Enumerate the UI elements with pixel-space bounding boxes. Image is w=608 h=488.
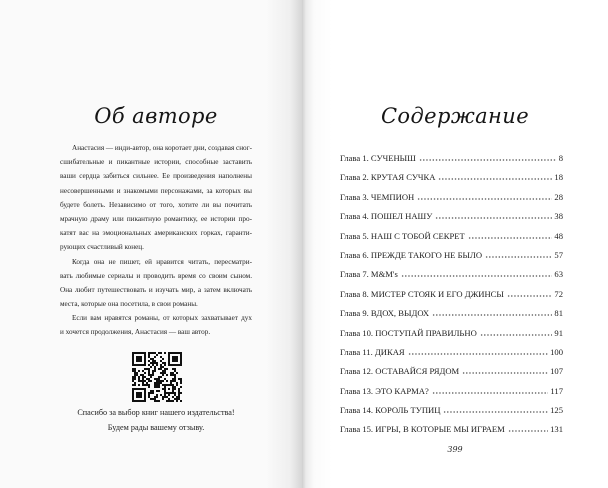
toc-page-number: 91 [554,327,563,338]
right-page [302,0,608,488]
toc-page-number: 18 [554,172,563,183]
toc-row [340,401,563,420]
left-page [0,0,302,488]
bio-line [60,184,252,198]
toc-dot-leader [408,353,548,355]
toc-dot-leader [417,198,552,200]
bio-line [60,269,252,283]
toc-chapter-title: Глава 7. M&M's [340,269,398,280]
toc-page-number: 8 [558,153,563,163]
bio-line [60,169,252,183]
toc-row [340,324,563,343]
thanks-line: Спасибо за выбор книг нашего издательства! [77,408,235,417]
bio-line [60,141,252,155]
bio-paragraph [60,255,252,312]
toc-page-number: 100 [550,346,563,357]
bio-line-text: вать любимые сериалы и проводить время со своим сыном. [60,271,252,280]
toc-chapter-title: Глава 9. ВДОХ, ВЫДОХ [340,308,430,319]
qr-code [132,352,182,402]
toc-row [340,265,563,284]
toc-row [340,420,563,439]
toc-page-number: 81 [554,308,563,319]
toc-page-number: 48 [554,230,563,241]
toc-dot-leader [432,392,549,394]
bio-line-text: ваши сердца забиться сильнее. Ее произведения наполнены [60,172,252,181]
toc-chapter-title: Глава 10. ПОСТУПАЙ ПРАВИЛЬНО [340,327,477,338]
page-number: 399 [447,445,463,454]
bio-line-text: и хочется продолжения, Анастасия — ваш автор. [60,328,211,337]
bio-line-text: Если вам нравятся романы, от которых захватывает дух [72,314,252,323]
bio-line [60,325,252,339]
toc-chapter-title: Глава 14. КОРОЛЬ ТУПИЦ [340,405,441,416]
author-bio-text [60,141,252,340]
toc-row [340,207,563,226]
toc-dot-leader [419,159,557,161]
toc-page-number: 107 [550,366,563,377]
thanks-text [56,405,256,435]
bio-line [60,283,252,297]
toc-page-number: 63 [554,269,563,280]
about-author-title: Об авторе [94,104,218,128]
bio-line [60,240,252,254]
bio-line [60,297,252,311]
contents-title: Содержание [380,104,530,128]
toc-row [340,227,563,246]
toc-chapter-title: Глава 13. ЭТО КАРМА? [340,385,429,396]
toc-chapter-title: Глава 11. ДИКАЯ [340,346,405,357]
toc-dot-leader [443,411,548,413]
qr-code-modules [132,352,182,402]
toc-page-number: 131 [550,424,563,435]
bio-line [60,226,252,240]
bio-line [60,311,252,325]
toc-dot-leader [480,334,553,336]
toc-dot-leader [438,178,552,180]
review-request-line: Будем рады вашему отзыву. [107,423,205,432]
toc-row [340,188,563,207]
bio-paragraph [60,311,252,339]
toc-row [340,149,563,168]
toc-dot-leader [507,295,552,297]
toc-chapter-title: Глава 6. ПРЕЖДЕ ТАКОГО НЕ БЫЛО [340,249,483,260]
bio-line [60,155,252,169]
toc-row [340,343,563,362]
toc-dot-leader [508,430,548,432]
bio-line-text: катят вас на эмоциональных американских горках, гаранти- [60,229,252,238]
toc-page-number: 117 [550,385,563,396]
toc-chapter-title: Глава 3. ЧЕМПИОН [340,191,415,202]
toc-chapter-title: Глава 4. ПОШЕЛ НАШУ [340,211,433,222]
bio-line-text: рующих счастливый конец. [60,243,144,252]
toc-dot-leader [432,314,552,316]
bio-line [60,198,252,212]
bio-paragraph [60,141,252,255]
toc-row [340,246,563,265]
toc-page-number: 28 [554,191,563,202]
toc-dot-leader [435,217,552,219]
bio-line-text: мрачную драму или пикантную романтику, ее истории про- [60,214,252,223]
table-of-contents [340,149,563,440]
bio-line [60,255,252,269]
toc-chapter-title: Глава 1. СУЧЕНЫШ [340,153,416,163]
toc-row [340,168,563,187]
toc-page-number: 72 [554,288,563,299]
toc-row [340,285,563,304]
toc-dot-leader [485,256,552,258]
toc-row [340,362,563,381]
toc-chapter-title: Глава 2. КРУТАЯ СУЧКА [340,172,436,183]
toc-page-number: 57 [554,249,563,260]
toc-page-number: 125 [550,405,563,416]
toc-dot-leader [462,372,548,374]
toc-row [340,304,563,323]
bio-line-text: будете болеть. Независимо от того, хотите ли вы почитать [60,200,252,209]
bio-line-text: Она любит путешествовать и изучать мир, а затем включать [60,285,252,294]
toc-chapter-title: Глава 15. ИГРЫ, В КОТОРЫЕ МЫ ИГРАЕМ [340,424,505,435]
bio-line [60,212,252,226]
toc-page-number: 38 [554,211,563,222]
toc-chapter-title: Глава 8. МИСТЕР СТОЯК И ЕГО ДЖИНСЫ [340,288,504,299]
bio-line-text: сшибательные и пикантные истории, способные заставить [60,158,252,167]
toc-dot-leader [401,275,553,277]
bio-line-text: Анастасия — инди-автор, она коротает дни, создавая сног- [72,144,252,152]
bio-line-text: места, которые она посетила, в свои романы. [60,300,198,309]
toc-row [340,382,563,401]
toc-chapter-title: Глава 5. НАШ С ТОБОЙ СЕКРЕТ [340,230,465,241]
bio-line-text: несовершенными и знакомыми персонажами, за которых вы [60,186,252,195]
toc-dot-leader [468,237,553,239]
toc-chapter-title: Глава 12. ОСТАВАЙСЯ РЯДОМ [340,366,460,377]
bio-line-text: Когда она не пишет, ей нравится читать, пересматри- [72,257,252,266]
